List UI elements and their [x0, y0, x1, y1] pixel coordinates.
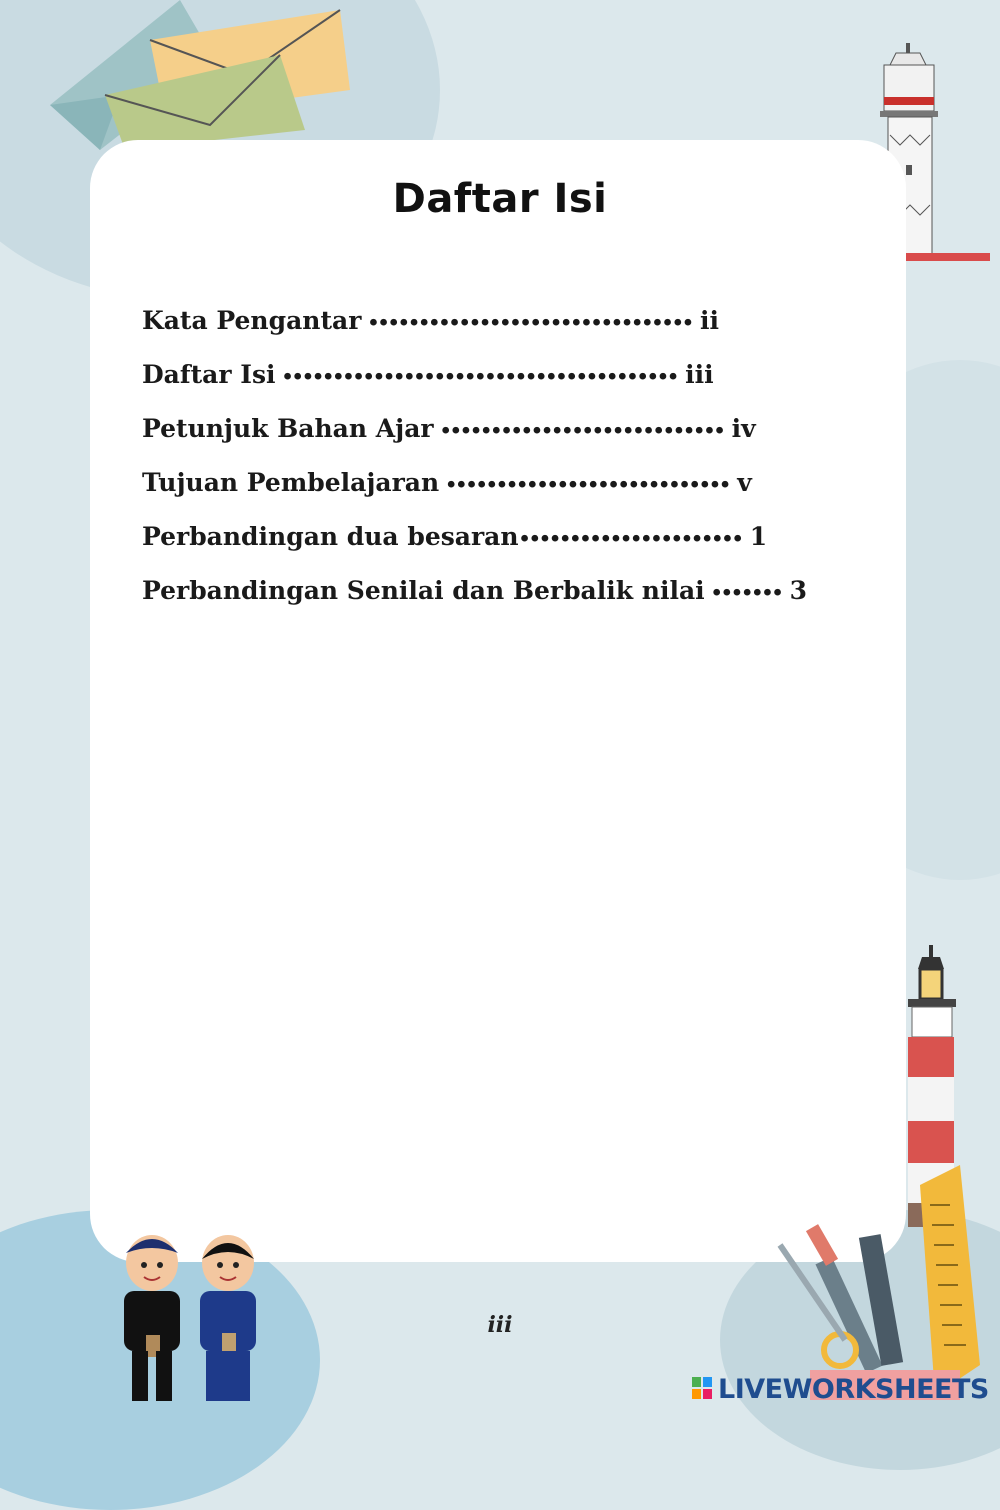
brand-wordmark	[718, 1374, 989, 1405]
toc-leader-dots: ••••••••••••••••••••••	[518, 528, 742, 550]
toc-entry-page: iv	[731, 414, 756, 443]
toc-leader-dots: ••••••••••••••••••••••••••••	[439, 420, 724, 442]
toc-entry[interactable]	[142, 468, 842, 522]
toc-entry[interactable]	[142, 522, 842, 576]
toc-entry-page: 3	[789, 576, 808, 605]
toc-entry[interactable]	[142, 306, 842, 360]
toc-entry-label: Perbandingan Senilai dan Berbalik nilai	[142, 576, 705, 605]
toc-entry-label: Kata Pengantar	[142, 306, 362, 335]
table-of-contents	[142, 306, 842, 630]
envelopes-illustration	[40, 0, 360, 150]
toc-leader-dots: ••••••••••••••••••••••••••••••••	[367, 312, 692, 334]
toc-entry-label: Petunjuk Bahan Ajar	[142, 414, 434, 443]
toc-leader-dots: ••••••••••••••••••••••••••••	[445, 474, 730, 496]
brand-text: LIVEWORKSHEETS	[718, 1374, 989, 1405]
toc-entry-page: v	[737, 468, 752, 497]
toc-entry-label: Daftar Isi	[142, 360, 276, 389]
footer-page-number: iii	[487, 1312, 513, 1338]
toc-entry[interactable]	[142, 576, 842, 630]
toc-entry-page: 1	[749, 522, 768, 551]
toc-entry-page: ii	[699, 306, 719, 335]
toc-leader-dots: •••••••••••••••••••••••••••••••••••••••	[281, 366, 678, 388]
toc-entry-label: Perbandingan dua besaran	[142, 522, 519, 551]
toc-entry-page: iii	[685, 360, 714, 389]
toc-leader-dots: •••••••	[710, 582, 782, 604]
stationery-tools-illustration	[770, 1165, 995, 1405]
toc-entry[interactable]	[142, 360, 842, 414]
toc-entry-label: Tujuan Pembelajaran	[142, 468, 440, 497]
page-title: Daftar Isi	[392, 176, 608, 222]
liveworksheets-logo-icon	[692, 1377, 712, 1399]
toc-entry[interactable]	[142, 414, 842, 468]
